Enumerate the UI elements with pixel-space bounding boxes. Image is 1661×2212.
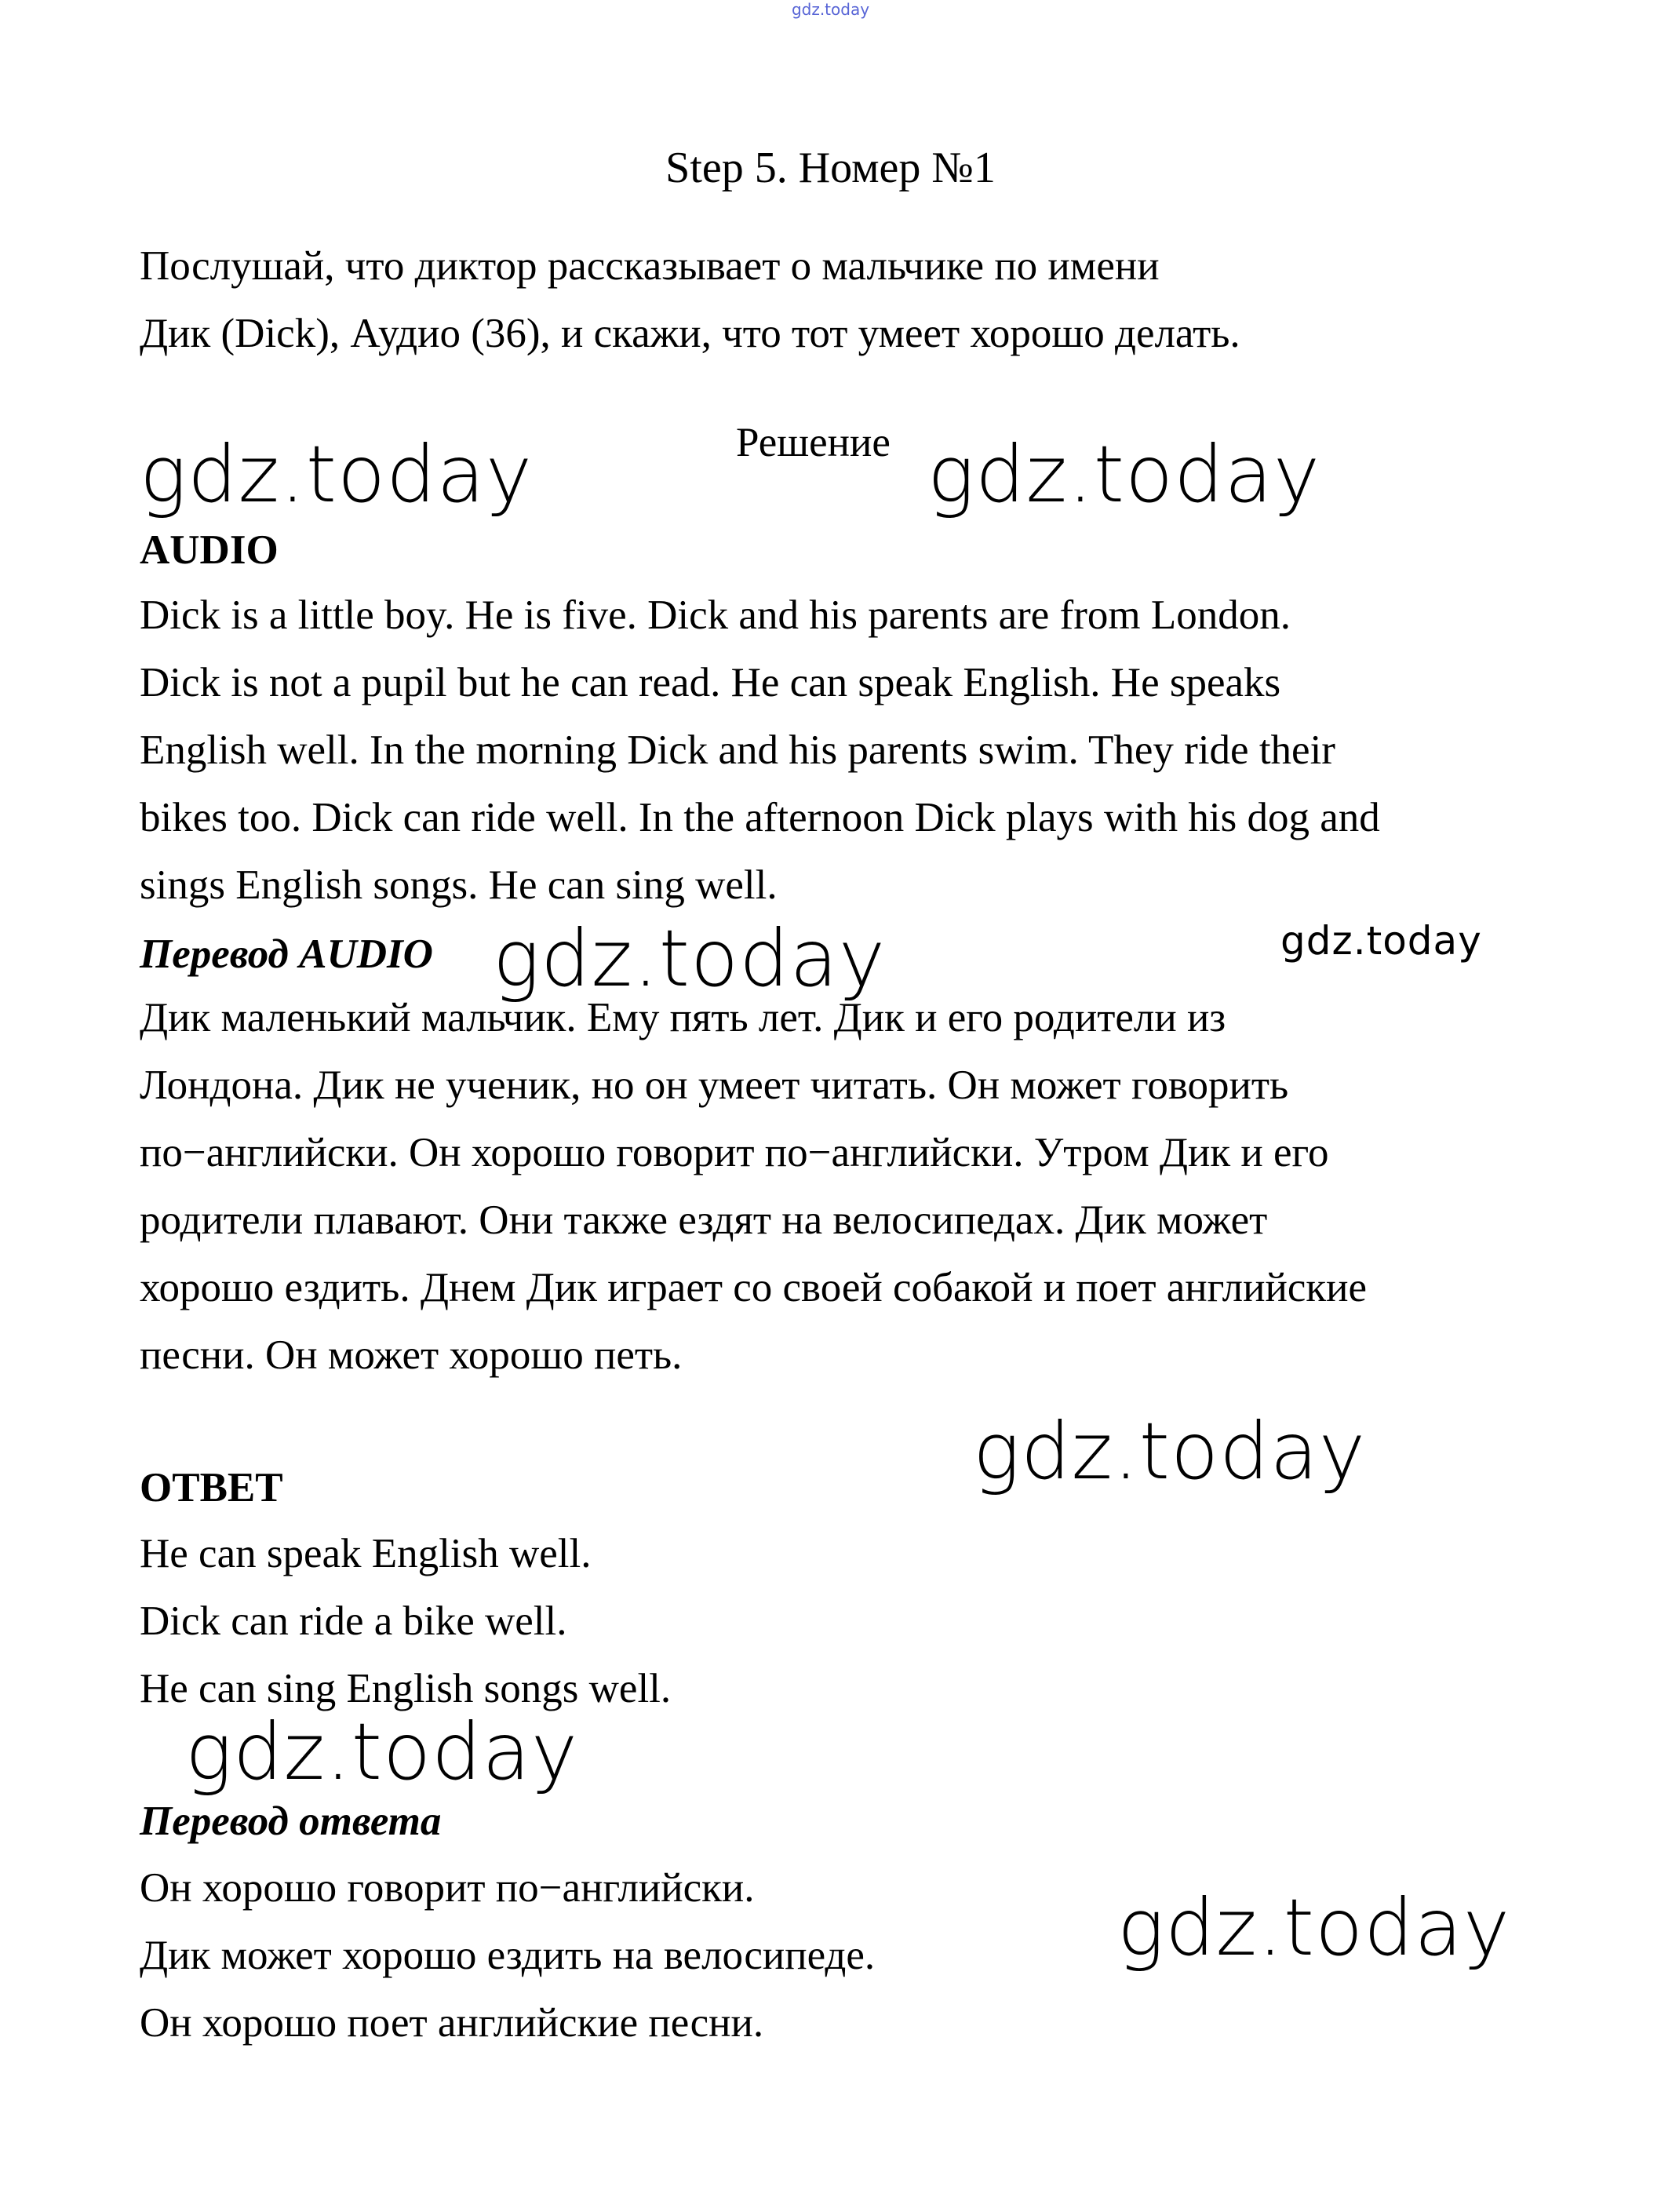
answer-translation-heading: Перевод ответа [140,1798,442,1844]
audio-heading: AUDIO [140,527,279,573]
audio-translation-line: хорошо ездить. Днем Дик играет со своей собакой и поет английские [140,1265,1368,1310]
audio-line: bikes too. Dick can ride well. In the afternoon Dick plays with his dog and [140,795,1380,840]
audio-translation-line: Дик маленький мальчик. Ему пять лет. Дик и его родители из [140,995,1226,1040]
watermark-logo: gdz.today [140,428,534,520]
audio-line: English well. In the morning Dick and his parents swim. They ride their [140,727,1335,773]
audio-translation-line: Лондона. Дик не ученик, но он умеет читать. Он может говорить [140,1062,1289,1108]
page-title: Step 5. Номер №1 [665,144,996,192]
watermark-logo: gdz.today [493,913,887,1004]
audio-translation-heading: Перевод AUDIO [140,931,433,977]
watermark-logo: gdz.today [927,428,1321,520]
audio-text [140,581,1380,919]
answer-translation-line: Дик может хорошо ездить на велосипеде. [140,1933,876,1978]
watermark-logo: gdz.today [1117,1882,1511,1973]
watermark-logo: gdz.today [1280,918,1482,964]
answer-translation-line: Он хорошо говорит по−английски. [140,1865,755,1911]
answer-text [140,1520,671,1722]
task-line: Дик (Dick), Аудио (36), и скажи, что тот умеет хорошо делать. [140,311,1240,356]
answer-line: He can speak English well. [140,1531,592,1576]
task-line: Послушай, что диктор рассказывает о мальчике по имени [140,243,1160,289]
audio-line: Dick is a little boy. He is five. Dick and his parents are from London. [140,592,1291,638]
audio-translation-text [140,984,1367,1389]
audio-line: Dick is not a pupil but he can read. He can speak English. He speaks [140,660,1281,705]
audio-translation-line: песни. Он может хорошо петь. [140,1332,683,1378]
solution-label: Решение [736,420,891,465]
answer-translation-text [140,1854,875,2057]
answer-line: Dick can ride a bike well. [140,1598,567,1644]
answer-translation-line: Он хорошо поет английские песни. [140,2000,764,2046]
top-watermark: gdz.today [791,0,870,19]
answer-line: He can sing English songs well. [140,1666,672,1711]
audio-translation-line: по−английски. Он хорошо говорит по−английски. Утром Дик и его [140,1130,1329,1175]
watermark-logo: gdz.today [973,1405,1367,1497]
watermark-logo: gdz.today [185,1706,579,1798]
task-text [140,232,1240,367]
audio-line: sings English songs. He can sing well. [140,862,778,908]
audio-translation-line: родители плавают. Они также ездят на велосипедах. Дик может [140,1197,1268,1243]
answer-heading: ОТВЕТ [140,1465,283,1511]
